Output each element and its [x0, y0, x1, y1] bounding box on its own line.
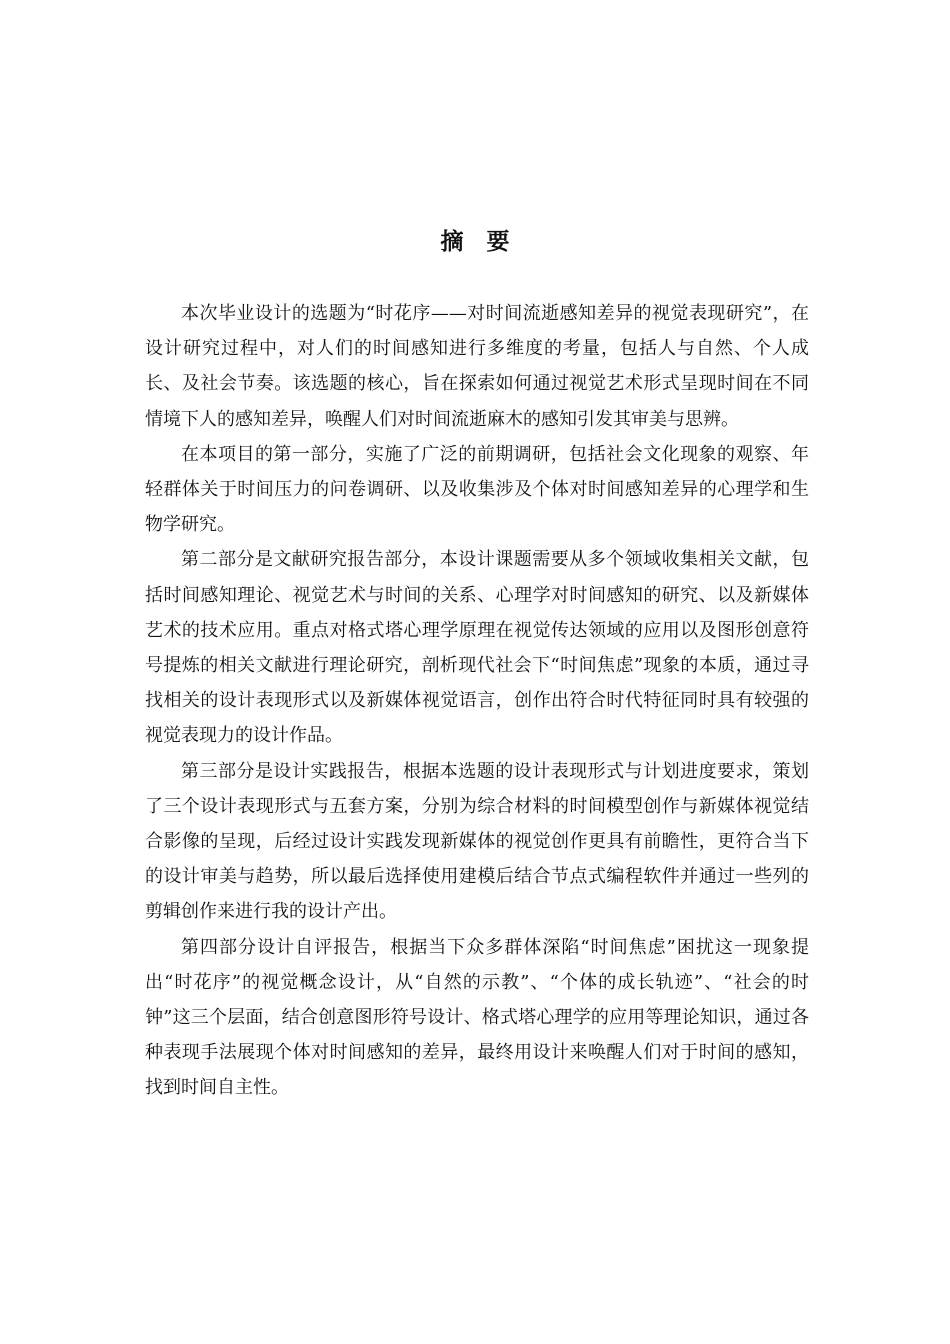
abstract-paragraph-2: 在本项目的第一部分，实施了广泛的前期调研，包括社会文化现象的观察、年轻群体关于时间压力的问卷调研、以及收集涉及个体对时间感知差异的心理学和生物学研究。	[145, 443, 809, 536]
abstract-title: 摘 要	[440, 228, 510, 255]
abstract-paragraph-1: 本次毕业设计的选题为“时花序——对时间流逝感知差异的视觉表现研究”，在设计研究过程中，对人们的时间感知进行多维度的考量，包括人与自然、个人成长、及社会节奏。该选题的核心，旨在探索如何通过视觉艺术形式呈现时间在不同情境下人的感知差异，唤醒人们对时间流逝麻木的感知引发其审美与思辨。	[145, 303, 809, 430]
abstract-paragraph-3: 第二部分是文献研究报告部分，本设计课题需要从多个领域收集相关文献，包括时间感知理论、视觉艺术与时间的关系、心理学对时间感知的研究、以及新媒体艺术的技术应用。重点对格式塔心理学原理在视觉传达领域的应用以及图形创意符号提炼的相关文献进行理论研究，剖析现代社会下“时间焦虑”现象的本质，通过寻找相关的设计表现形式以及新媒体视觉语言，创作出符合时代特征同时具有较强的视觉表现力的设计作品。	[145, 549, 809, 747]
abstract-paragraph-5: 第四部分设计自评报告，根据当下众多群体深陷“时间焦虑”困扰这一现象提出“时花序”的视觉概念设计，从“自然的示教”、“个体的成长轨迹”、“社会的时钟”这三个层面，结合创意图形符号设计、格式塔心理学的应用等理论知识，通过各种表现手法展现个体对时间感知的差异，最终用设计来唤醒人们对于时间的感知，找到时间自主性。	[145, 936, 809, 1099]
abstract-paragraph-4: 第三部分是设计实践报告，根据本选题的设计表现形式与计划进度要求，策划了三个设计表现形式与五套方案，分别为综合材料的时间模型创作与新媒体视觉结合影像的呈现，后经过设计实践发现新媒体的视觉创作更具有前瞻性，更符合当下的设计审美与趋势，所以最后选择使用建模后结合节点式编程软件并通过一些列的剪辑创作来进行我的设计产出。	[145, 760, 809, 923]
abstract-body	[145, 296, 809, 1106]
